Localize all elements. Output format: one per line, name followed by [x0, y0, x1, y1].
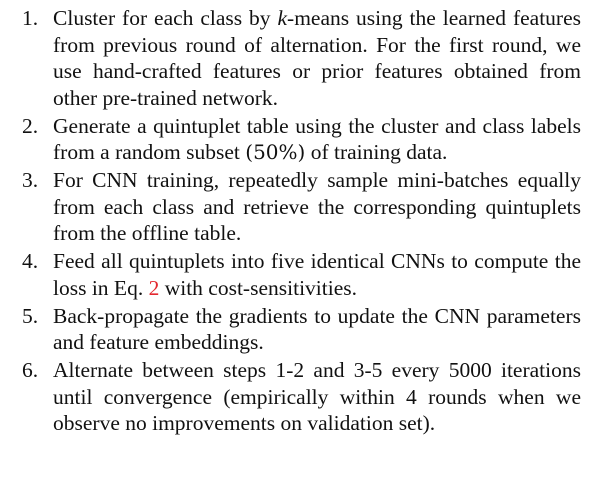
step-number: 3.	[22, 168, 39, 192]
step-item-6	[10, 357, 581, 437]
step-text: of training data.	[305, 140, 448, 164]
step-item-5	[10, 303, 581, 356]
step-text: Back-propagate the gradients to update the CNN parameters and feature embeddings.	[53, 303, 581, 354]
step-item-2	[10, 113, 581, 166]
step-number: 1.	[22, 6, 39, 30]
step-number: 2.	[22, 113, 39, 138]
step-text: For CNN training, repeatedly sample mini-batches equally from each class and retrieve the corresponding quintuplets from the offline table.	[53, 168, 581, 245]
step-text: with cost-sensitivities.	[159, 275, 357, 300]
step-text: Generate a quintuplet table using the cluster and class labels from a random subset	[53, 113, 581, 164]
step-number: 5.	[22, 303, 39, 328]
step-text: Alternate between steps 1-2 and 3-5 every 5000 iterations until convergence (empirically within 4 rounds when we observe no improvements on validation set).	[53, 358, 581, 435]
step-item-3	[10, 167, 581, 247]
step-item-1	[10, 5, 581, 111]
equation-reference-link[interactable]: 2	[148, 275, 160, 300]
math-percentage: (50%)	[245, 140, 306, 164]
step-text: Feed all quintuplets into five identical CNNs to compute the loss in Eq.	[53, 249, 581, 300]
step-text: Cluster for each class by	[53, 6, 278, 30]
step-item-4	[10, 248, 581, 301]
step-number: 4.	[22, 249, 39, 273]
steps-list	[10, 5, 581, 437]
step-text: -means using the learned features from previous round of alternation. For the first round, we use hand-crafted features or prior features obtained from other pre-trained network.	[53, 6, 581, 110]
math-variable-k: k	[277, 6, 288, 30]
step-number: 6.	[22, 358, 39, 382]
